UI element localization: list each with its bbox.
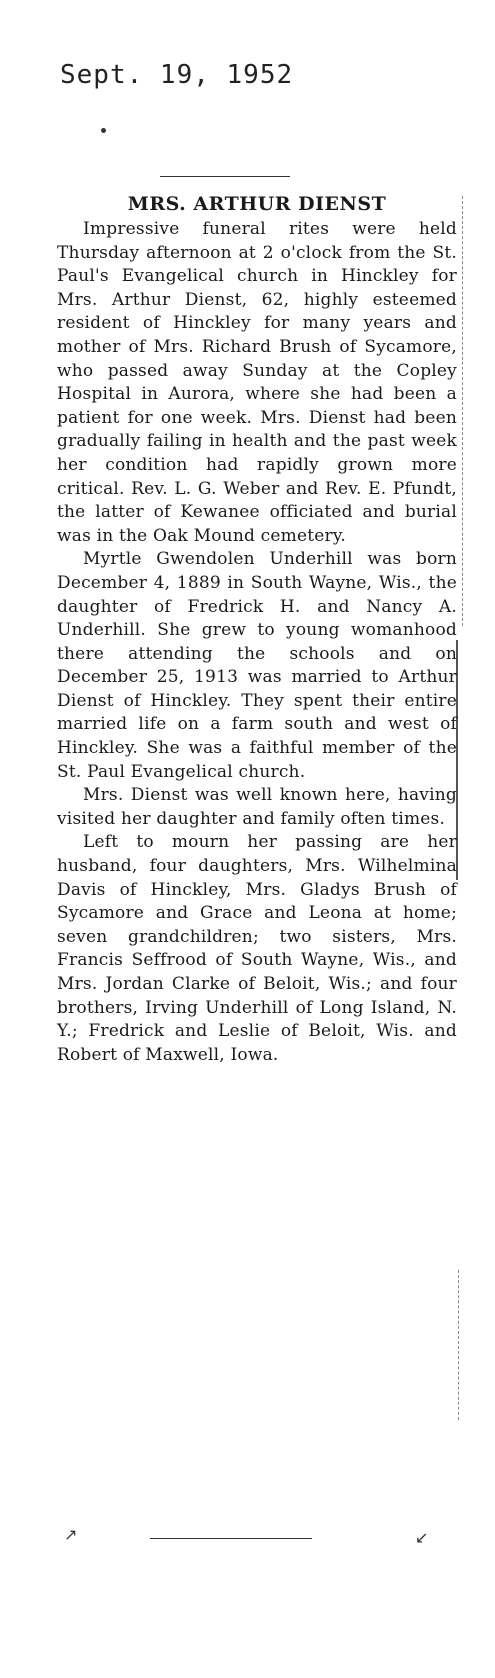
obituary-paragraph: Left to mourn her passing are her husband, four daughters, Mrs. Wilhelmina Davis of Hinckley, Mrs. Gladys Brush of Sycamore and Grace and Leona at home; seven grandchildren; two sisters, Mrs. Francis Seffrood of South Wayne, Wis., and Mrs. Jordan Clarke of Beloit, Wis.; and four brothers, Irving Underhill of Long Island, N. Y.; Fredrick and Leslie of Beloit, Wis. and Robert of Maxwell, Iowa. xyxy=(57,832,457,1065)
obituary-paragraph: Impressive funeral rites were held Thursday afternoon at 2 o'clock from the St. Paul's Evangelical church in Hinckley for Mrs. Arthur Dienst, 62, highly esteemed resident of Hinckley for many years and mother of Mrs. Richard Brush of Sycamore, who passed away Sunday at the Copley Hospital in Aurora, where she had been a patient for one week. Mrs. Dienst had been gradually failing in health and the past week her condition had rapidly grown more critical. Rev. L. G. Weber and Rev. E. Pfundt, the latter of Kewanee officiated and burial was in the Oak Mound cemetery. xyxy=(57,219,457,546)
obituary-headline: MRS. ARTHUR DIENST xyxy=(127,193,387,215)
clipping-edge-mark xyxy=(458,1270,459,1420)
obituary-body xyxy=(57,218,457,1067)
corner-tick-mark: ↙ xyxy=(415,1528,429,1547)
clipping-edge-mark xyxy=(462,196,463,626)
obituary-paragraph: Mrs. Dienst was well known here, having visited her daughter and family often times. xyxy=(57,785,457,829)
clipping-date: Sept. 19, 1952 xyxy=(60,60,294,90)
bottom-divider-rule xyxy=(150,1538,312,1539)
obituary-paragraph: Myrtle Gwendolen Underhill was born December 4, 1889 in South Wayne, Wis., the daughter of Fredrick H. and Nancy A. Underhill. She grew to young womanhood there attending the schools and on December 25, 1913 was married to Arthur Dienst of Hinckley. They spent their entire married life on a farm south and west of Hinckley. She was a faithful member of the St. Paul Evangelical church. xyxy=(57,549,457,782)
obituary-clipping xyxy=(57,192,457,1067)
ink-dot xyxy=(101,128,106,133)
top-divider-rule xyxy=(160,176,290,177)
corner-tick-mark: ↗ xyxy=(64,1525,78,1544)
